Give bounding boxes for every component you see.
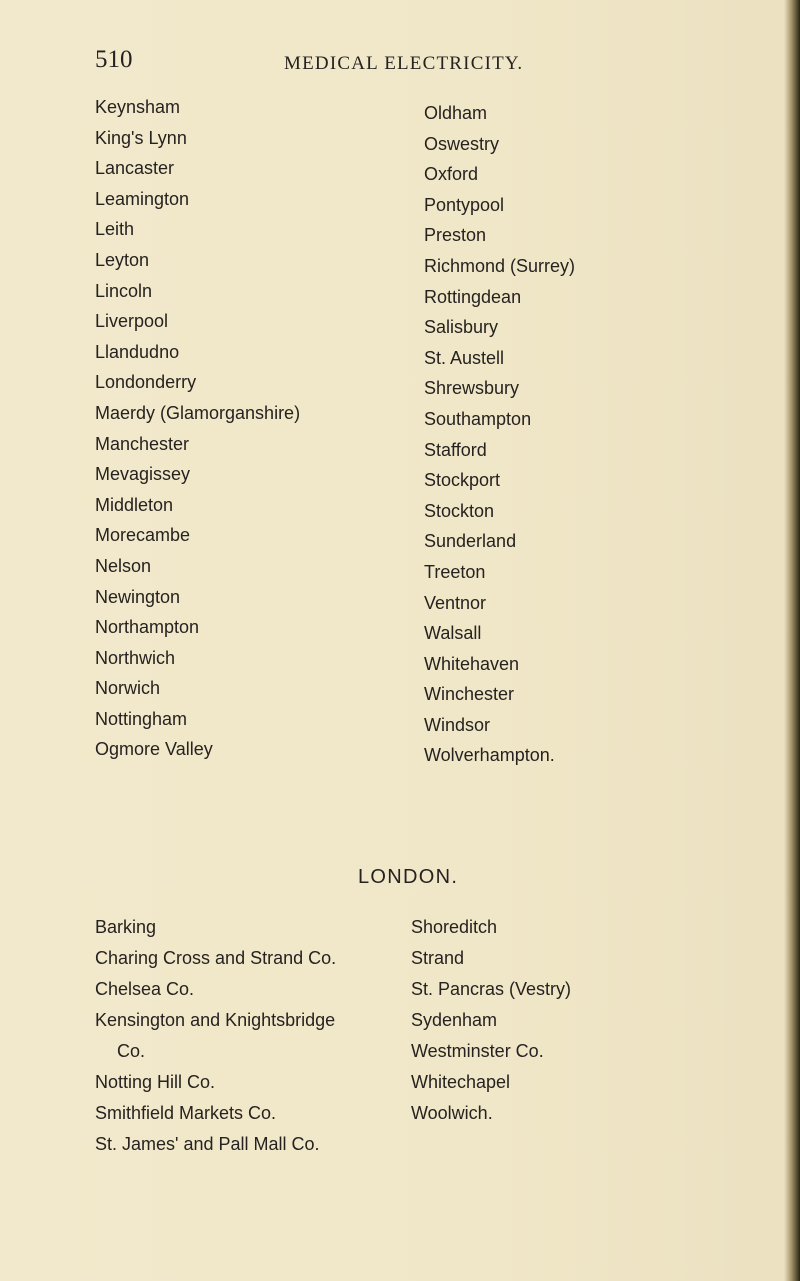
- london-list-item: Whitechapel: [411, 1072, 511, 1092]
- london-section-heading: LONDON.: [358, 866, 459, 888]
- london-list-item: Sydenham: [411, 1010, 498, 1030]
- page-header: [0, 46, 800, 76]
- town-list-item: Northampton: [95, 617, 200, 638]
- london-list-item: Smithfield Markets Co.: [95, 1103, 277, 1123]
- town-list-item: Stockport: [424, 470, 501, 491]
- town-list-item: Middleton: [95, 494, 174, 515]
- town-list-item: Nelson: [95, 555, 152, 576]
- town-list-item: Oldham: [424, 103, 488, 123]
- london-list-item: Woolwich.: [411, 1103, 493, 1123]
- town-list-item: Treeton: [424, 561, 486, 582]
- town-list-item: Mevagissey: [95, 464, 191, 485]
- town-list-item: Oxford: [424, 164, 479, 185]
- town-list-item: Maerdy (Glamorganshire): [95, 402, 301, 423]
- town-list-item: Ogmore Valley: [95, 739, 213, 760]
- london-right-column: [411, 912, 571, 1129]
- london-list-item: St. Pancras (Vestry): [411, 979, 572, 999]
- town-list-item: King's Lynn: [95, 127, 187, 148]
- london-list-item: Kensington and Knightsbridge: [95, 1010, 336, 1030]
- town-list-item: Londonderry: [95, 372, 197, 393]
- town-list-item: Liverpool: [95, 311, 169, 332]
- town-list-item: St. Austell: [424, 347, 505, 368]
- london-list-item: Charing Cross and Strand Co.: [95, 948, 337, 968]
- town-list-item: Llandudno: [95, 341, 180, 362]
- town-list-item: Salisbury: [424, 317, 499, 338]
- page-edge-shadow: [784, 0, 800, 1281]
- london-left-column: [95, 912, 336, 1160]
- provinces-right-column: [424, 98, 575, 771]
- town-list-item: Manchester: [95, 433, 190, 454]
- london-list-item: St. James' and Pall Mall Co.: [95, 1134, 320, 1154]
- town-list-item: Windsor: [424, 714, 491, 735]
- running-title: MEDICAL ELECTRICITY.: [284, 53, 524, 74]
- london-list-item: Chelsea Co.: [95, 979, 195, 999]
- town-list-item: Northwich: [95, 647, 176, 668]
- town-list-item: Sunderland: [424, 531, 517, 552]
- town-list-item: Morecambe: [95, 525, 191, 546]
- town-list-item: Whitehaven: [424, 653, 520, 674]
- london-list-item-continuation: Co.: [117, 1041, 146, 1061]
- town-list-item: Norwich: [95, 678, 161, 699]
- town-list-item: Stafford: [424, 439, 487, 460]
- town-list-item: Oswestry: [424, 133, 500, 154]
- town-list-item: Preston: [424, 225, 487, 246]
- town-list-item: Wolverhampton.: [424, 745, 555, 766]
- town-list-item: Newington: [95, 586, 181, 607]
- town-list-item: Pontypool: [424, 194, 505, 215]
- town-list-item: Lancaster: [95, 158, 175, 179]
- london-list-item: Shoreditch: [411, 917, 498, 937]
- town-list-item: Lincoln: [95, 280, 153, 301]
- london-list-item: Strand: [411, 948, 465, 968]
- town-list-item: Leamington: [95, 188, 190, 209]
- town-list-item: Stockton: [424, 500, 495, 521]
- town-list-item: Rottingdean: [424, 286, 522, 307]
- town-list-item: Southampton: [424, 408, 532, 429]
- provinces-left-column: [95, 92, 300, 765]
- town-list-item: Nottingham: [95, 708, 188, 729]
- town-list-item: Richmond (Surrey): [424, 255, 576, 276]
- page-number: 510: [95, 46, 133, 73]
- town-list-item: Leith: [95, 219, 135, 240]
- town-list-item: Leyton: [95, 249, 150, 270]
- town-list-item: Walsall: [424, 623, 482, 644]
- town-list-item: Ventnor: [424, 592, 487, 613]
- town-list-item: Keynsham: [95, 97, 181, 117]
- town-list-item: Shrewsbury: [424, 378, 520, 399]
- town-list-item: Winchester: [424, 684, 515, 705]
- london-list-item: Westminster Co.: [411, 1041, 544, 1061]
- london-list-item: Barking: [95, 917, 157, 937]
- london-list-item: Notting Hill Co.: [95, 1072, 216, 1092]
